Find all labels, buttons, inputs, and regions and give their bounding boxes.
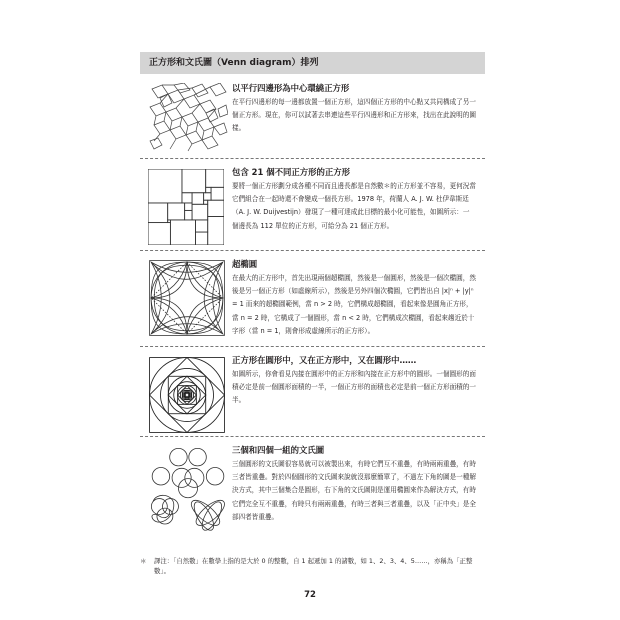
- section-text: [232, 82, 476, 136]
- superellipse-icon: [148, 259, 226, 337]
- section-squared-square: [140, 164, 485, 250]
- page-number: 72: [304, 590, 316, 600]
- footnote-marker: ＊: [140, 557, 147, 565]
- nested-squares-circles-icon: [148, 356, 226, 434]
- venn-diagrams-icon: [148, 446, 228, 532]
- section-divider: [140, 436, 485, 437]
- section-divider: [140, 346, 485, 347]
- section-divider: [140, 158, 485, 159]
- section-title: 超橢圓: [232, 259, 258, 269]
- section-body: 在最大的正方形中，首先出現兩個超橢圓，然後是一個圓形，然後是一個次橢圓，然後是另一個正方形（如虛線所示），然後是另外四個次橢圓，它們皆出自 |x|ⁿ + |y|ⁿ = 1 而來的超橢圓範例，當 n > 2 時，它們構成超橢圓，看起來像是圓角正方形，當 n = 2 時，它構成了一個圓形，當 n < 2 時，它們構成次橢圓，看起來趨近於十字形（當 n = 1，則會形成虛線所示的正方形）。: [232, 274, 476, 335]
- footnote-text: 譯注：「自然數」在數學上指的是大於 0 的整數，自 1 起遞加 1 的諸數，如 1、2、3、4、5……，亦稱為「正整數」。: [154, 557, 473, 575]
- section-parallelogram-squares: [140, 80, 485, 158]
- section-body: 在平行四邊形的每一邊都放置一個正方形，這四個正方形的中心點又共同構成了另一個正方形。現在，你可以試著去串連這些平行四邊形和正方形來，找出在此說明的圖樣。: [232, 98, 476, 133]
- section-title: 正方形在圓形中，又在正方形中，又在圓形中……: [232, 355, 417, 365]
- section-divider: [140, 250, 485, 251]
- section-body: 要將一個正方形劃分成各種不同而且邊長都是自然數＊的正方形並不容易，更何況當它們組合在一起時還不會變成一個長方形。1978 年，荷蘭人 A. J. W. 杜伊韋斯廷（A. J. W. Duijvestijn）發現了一種可達成此目標的最小化可能性，如圖所示：一個邊長為 112 單位的正方形，可給分為 21 個正方形。: [232, 182, 476, 230]
- tessellated-squares-parallelograms-icon: [148, 83, 228, 153]
- section-body: 如圖所示，你會看見內接在圓形中的正方形和內接在正方形中的圓形。一個圓形的面積必定是前一個圓形面積的一半，一個正方形的面積也必定是前一個正方形面積的一半。: [232, 370, 476, 405]
- section-text: [232, 444, 476, 524]
- section-title: 包含 21 個不同正方形的正方形: [232, 167, 350, 177]
- section-superellipse: [140, 256, 485, 346]
- squared-square-icon: [148, 169, 224, 245]
- section-venn: [140, 442, 485, 538]
- section-body: 三個圓形的文氏圖很容易就可以被製出來，有時它們互不重疊，有時兩兩重疊，有時三者皆重疊。對於四個圓形的文氏圖來說就沒那麼簡單了，不過左下角的圖是一種解決方式，其中三個集合是圓形，右下角的文氏圖則是運用橢圓來作為解決方式，有時它們完全互不重疊，有時只有兩兩重疊，有時三者與三者重疊，以及「正中央」是全部四者皆重疊。: [232, 460, 476, 521]
- section-header: 正方形和文氏圖（Venn diagram）排列: [140, 52, 485, 74]
- section-text: [232, 166, 476, 233]
- section-text: [232, 354, 476, 408]
- section-nested-squares: [140, 352, 485, 436]
- footnote: [140, 556, 480, 576]
- section-title: 以平行四邊形為中心環繞正方形: [232, 83, 350, 93]
- section-text: [232, 258, 476, 338]
- section-title: 三個和四個一組的文氏圖: [232, 445, 325, 455]
